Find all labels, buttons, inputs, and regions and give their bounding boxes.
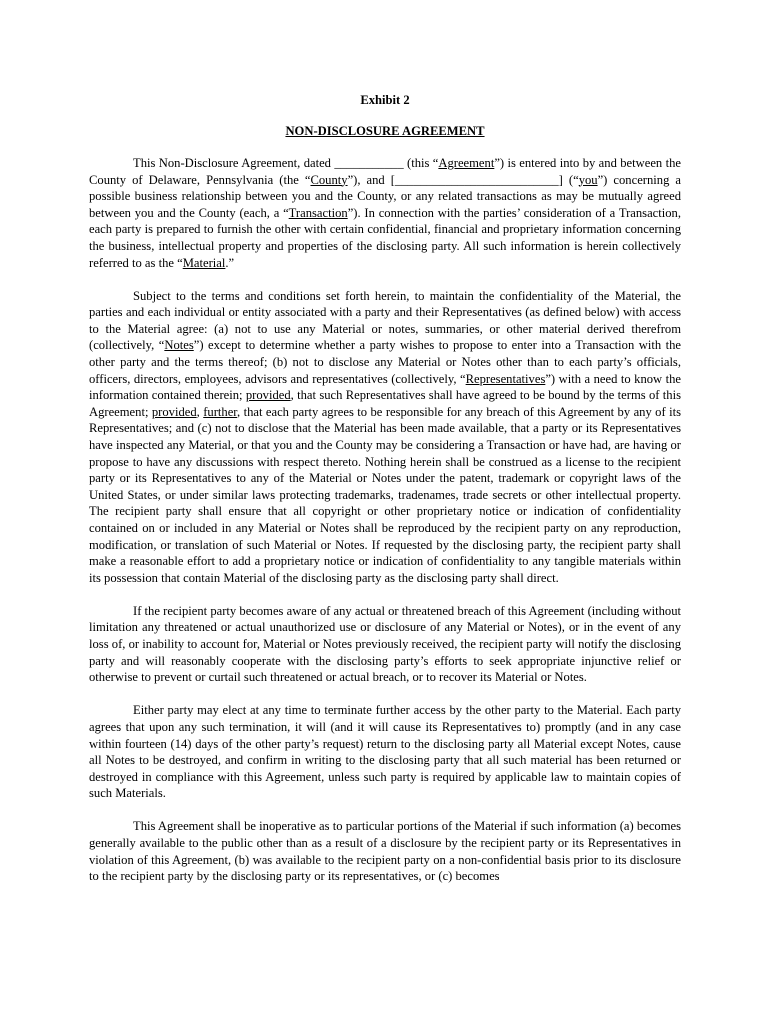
defined-term-material: Material [182, 255, 226, 270]
paragraph-termination: Either party may elect at any time to terminate further access by the other party to the Material. Each party agrees that upon any such termination, it will (and it will cause its Representatives to) promptly (and in any case within fourteen (14) days of the other party’s request) return to the disclosing party all Material except Notes, cause all Notes to be destroyed, and confirm in writing to the disclosing party that all such material has been returned or destroyed in compliance with this Agreement, unless such party is required by applicable law to maintain copies of such Materials. [89, 703, 681, 801]
defined-term-representatives: Representatives [465, 371, 546, 386]
term-further: further [203, 404, 237, 419]
defined-term-county: County [310, 172, 348, 187]
paragraph-exceptions: This Agreement shall be inoperative as to particular portions of the Material if such information (a) becomes generally available to the public other than as a result of a disclosure by the recipient party or its Representatives in violation of this Agreement, (b) was available to the recipient party on a non-confidential basis prior to its disclosure to the recipient party by the disclosing party or its representatives, or (c) becomes [89, 819, 681, 884]
defined-term-you: you [578, 172, 598, 187]
defined-term-transaction: Transaction [288, 205, 348, 220]
paragraph-confidentiality: Subject to the terms and conditions set forth herein, to maintain the confidentiality of the Material, the parties and each individual or entity associated with a party and their Representatives (as defined below) with access to the Material agree: (a) not to use any Material or notes, summaries, or other material derived therefrom (collectively, “Notes”) except to determine whether a party wishes to propose to enter into a Transaction with the other party and the terms thereof; (b) not to disclose any Material or Notes other than to each party’s officials, officers, directors, employees, advisors and representatives (collectively, “Representatives”) with a need to know the information contained therein; provided, that such Representatives shall have agreed to be bound by the terms of this Agreement; provided, further, that each party agrees to be responsible for any breach of this Agreement by any of its Representatives; and (c) not to disclose that the Material has been made available, that a party or its Representatives have inspected any Material, or that you and the County may be considering a Transaction or have had, are having or propose to have any discussions with respect thereto. Nothing herein shall be construed as a license to the recipient party or its Representatives to any of the Material or Notes under the patent, trademark or copyright laws of the United States, or under similar laws protecting trademarks, tradenames, trade secrets or other intellectual property. The recipient party shall ensure that all copyright or other proprietary notice or indication of confidentiality contained on or included in any Material or Notes shall be reproduced by the recipient party on any reproduction, modification, or translation of such Material or Notes. If requested by the disclosing party, the recipient party shall make a reasonable effort to add a proprietary notice or indication of confidentiality to any tangible materials within its possession that contain Material of the disclosing party as the disclosing party shall direct. [89, 288, 682, 585]
paragraph-breach: If the recipient party becomes aware of any actual or threatened breach of this Agreement (including without limitation any threatened or actual unauthorized use or disclosure of any Material or Notes), or in the event of any loss of, or inability to account for, Material or Notes previously received, the recipient party will notify the disclosing party and will reasonably cooperate with the disclosing party’s efforts to seek appropriate injunctive relief or otherwise to prevent or curtail such threatened or actual breach, or to recover its Material or Notes. [89, 603, 681, 685]
term-provided: provided [245, 388, 291, 403]
document-page [89, 92, 681, 901]
defined-term-agreement: Agreement [438, 156, 495, 170]
term-provided-2: provided [151, 404, 197, 419]
exhibit-label: Exhibit 2 [360, 93, 410, 107]
paragraph-intro: This Non-Disclosure Agreement, dated ___________ (this “Agreement”) is entered into by and between the County of Delaware, Pennsylvania (the “County”), and [__________________________] (“you”) concerning a possible business relationship between you and the County, or any related transactions as may be mutually agreed between you and the County (each, a “Transaction”). In connection with the parties’ consideration of a Transaction, each party is prepared to furnish the other with certain confidential, financial and proprietary information concerning the business, intellectual property and properties of the disclosing party. All such information is herein collectively referred to as the “Material.” [89, 156, 681, 270]
agreement-title: NON-DISCLOSURE AGREEMENT [285, 124, 485, 138]
defined-term-notes: Notes [164, 338, 194, 353]
